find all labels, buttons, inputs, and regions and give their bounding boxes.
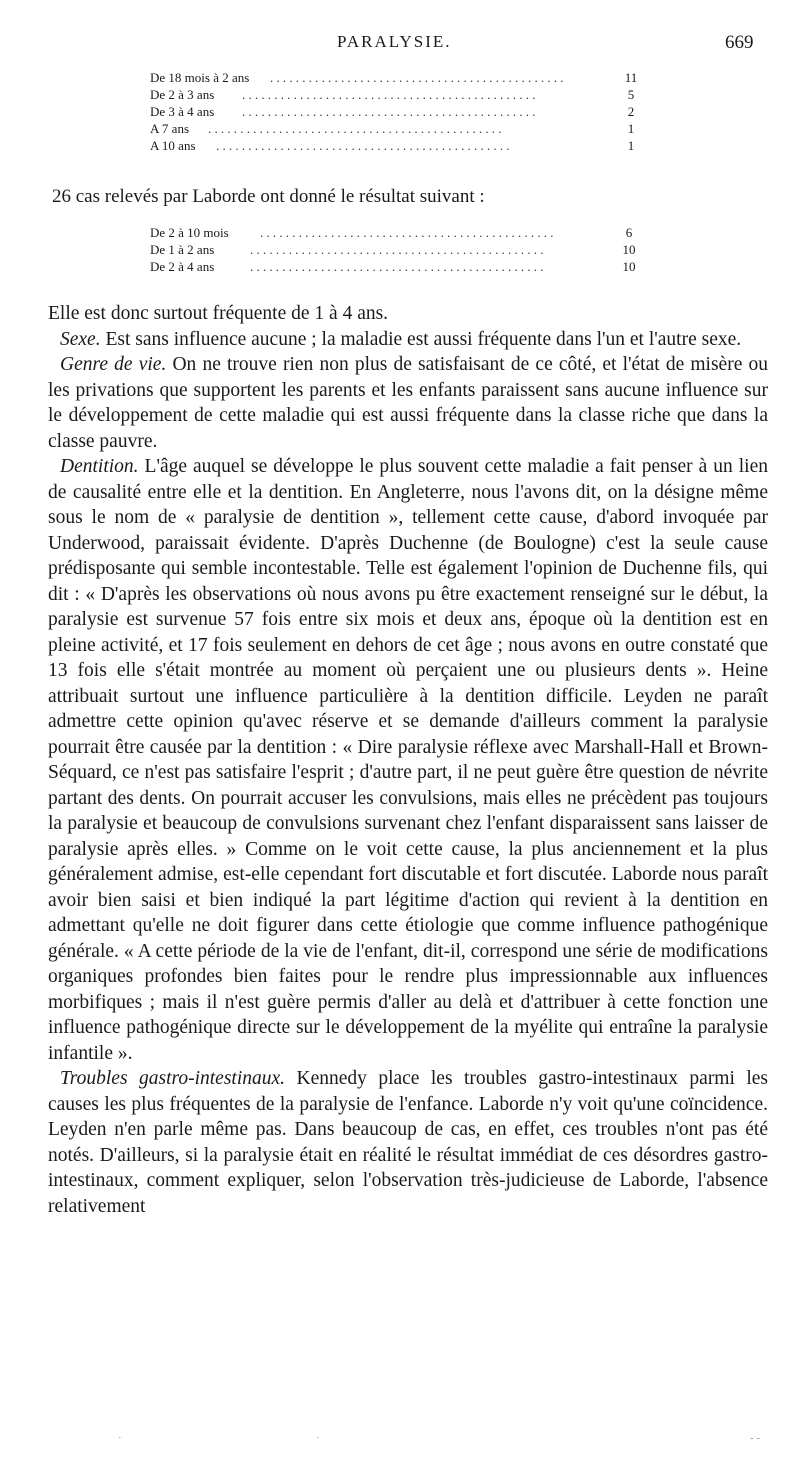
table-row (150, 138, 640, 155)
row-count: 11 (624, 70, 638, 85)
row-label: De 18 mois à 2 ans (150, 70, 250, 85)
row-label: A 10 ans (150, 138, 196, 153)
row-count: 1 (627, 138, 635, 153)
intro-sentence: 26 cas relevés par Laborde ont donné le résultat suivant : (52, 186, 485, 207)
row-label: De 2 à 4 ans (150, 259, 215, 274)
row-count: 10 (622, 259, 636, 274)
paragraph-text: Est sans influence aucune ; la maladie est aussi fréquente dans l'un et l'autre sexe. (100, 328, 742, 350)
running-header (0, 32, 800, 58)
running-title: PARALYSIE. (337, 32, 452, 51)
dot-leader: .............................................. (250, 259, 547, 274)
dot-leader: .............................................. (250, 242, 547, 257)
row-label: De 3 à 4 ans (150, 104, 215, 119)
row-count: 6 (625, 225, 633, 240)
age-distribution-table (150, 70, 640, 155)
dot-leader: .............................................. (242, 104, 539, 119)
dot-leader: .............................................. (216, 138, 513, 153)
table-row (150, 104, 640, 121)
conclusion-sentence: Elle est donc surtout fréquente de 1 à 4 ans. (48, 303, 389, 324)
row-label: De 2 à 10 mois (150, 225, 229, 240)
paragraph-genre-de-vie (48, 352, 768, 454)
row-label: De 2 à 3 ans (150, 87, 215, 102)
table-row (150, 225, 640, 242)
row-count: 5 (627, 87, 635, 102)
paragraph-sexe (48, 327, 768, 353)
laborde-cases-table (150, 225, 640, 276)
section-term: Dentition. (60, 456, 139, 477)
paragraph-text: Kennedy place les troubles gastro-intestinaux parmi les causes les plus fréquentes de la paralysie de l'enfance. Laborde n'y voit qu'une coïncidence. Leyden n'en parle même pas. Dans beaucoup de cas, en effet, ces troubles n'ont pas été notés. D'ailleurs, si la paralysie était en réalité le résultat immédiat de ces désordres gastro-intestinaux, comment expliquer, selon l'observation très-judicieuse de Laborde, l'absence relativement (48, 1068, 768, 1217)
section-term: Genre de vie. (60, 354, 167, 375)
section-term: Sexe. (60, 328, 101, 350)
row-label: De 1 à 2 ans (150, 242, 215, 257)
row-label: A 7 ans (150, 121, 189, 136)
dot-leader: .............................................. (208, 121, 505, 136)
paragraph-troubles-gastro-intestinaux (48, 1066, 768, 1219)
table-row (150, 121, 640, 138)
row-count: 1 (627, 121, 635, 136)
table-row (150, 87, 640, 104)
table-row (150, 259, 640, 276)
table-row (150, 242, 640, 259)
document-page: PARALYSIE. 669 De 18 mois à 2 ans .............................................. 11 De 2 à 3 ans .............................................. 5 De 3 à 4 ans .............................................. 2 A 7 ans .............................................. 1 A 10 ans .............................................. 1 26 cas relevés par Laborde ont donné le résultat suivant : De 2 à 10 mois .............................................. 6 De 1 à 2 ans .............................................. 10 De 2 à 4 ans .............................................. 10 Elle est donc surtout fréquente de 1 à 4 ans. Sexe. Est sans influence aucune ; la maladie est aussi fréquente dans l'un et l'autre sexe. Genre de vie. On ne trouve rien non plus de satisfaisant de ce côté, et l'état de misère ou les privations que supportent les parents et les enfants paraissent sans aucune influence sur le développement de cette maladie qui est aussi fréquente dans la classe riche que dans la classe pauvre. Dentition. L'âge auquel se développe le plus souvent cette maladie a fait penser à un lien de causalité entre elle et la dentition. En Angleterre, nous l'avons dit, on la désigne même sous le nom de « paralysie de dentition », tellement cette cause, d'abord invoquée par Underwood, paraissait évidente. D'après Duchenne (de Boulogne) c'est la seule cause prédisposante qui semble incontestable. Telle est également l'opinion de Duchenne fils, qui dit : « D'après les observations où nous avons pu être exactement renseigné sur le début, la paralysie est survenue 57 fois entre six mois et deux ans, époque où la dentition est en pleine activité, et 17 fois seulement en dehors de cet âge ; nous avons en outre constaté que 13 fois elle s'était montrée au moment où perçaient une ou plusieurs dents ». Heine attribuait surtout une influence particulière à la dentition difficile. Leyden ne paraît admettre cette opinion qu'avec réserve et se demande d'ailleurs comment la paralysie pourrait être causée par la dentition : « Dire paralysie réflexe avec Marshall-Hall et Brown-Séquard, ce n'est pas satisfaire l'esprit ; d'autre part, il ne peut guère être question de névrite partant des dents. On pourrait accuser les convulsions, mais elles ne précèdent pas toujours la paralysie et beaucoup de convulsions survenant chez l'enfant disparaissent sans laisser de paralysie après elles. » Comme on le voit cette cause, la plus anciennement et la plus généralement admise, est-elle cependant fort discutable et fort discutée. Laborde nous paraît avoir bien saisi et bien indiqué la part légitime d'action qui revient à la dentition en admettant qu'elle ne doit figurer dans cette étiologie que comme influence pathogénique générale. « A cette période de la vie de l'enfant, dit-il, correspond une série de modifications organiques profondes bien faites pour le rendre plus impressionnable aux influences morbifiques ; mais il n'est guère permis d'aller au delà et d'attribuer à cette fonction une influence pathogénique directe sur le développement de la myélite qui entraîne la paralysie infantile ». Troubles gastro-intestinaux. Kennedy place les troubles gastro-intestinaux parmi les causes les plus fréquentes de la paralysie de l'enfance. Laborde n'y voit qu'une coïncidence. Leyden n'en parle même pas. Dans beaucoup de cas, en effet, ces troubles n'ont pas été notés. D'ailleurs, si la paralysie était en réalité le résultat immédiat de ces désordres gastro-intestinaux, comment expliquer, selon l'observation très-judicieuse de Laborde, l'absence relativement · · - - (0, 0, 800, 1477)
dot-leader: .............................................. (270, 70, 567, 85)
paragraph-text: L'âge auquel se développe le plus souvent cette maladie a fait penser à un lien de causalité entre elle et la dentition. En Angleterre, nous l'avons dit, on la désigne même sous le nom de « paralysie de dentition », tellement cette cause, d'abord invoquée par Underwood, paraissait évidente. D'après Duchenne (de Boulogne) c'est la seule cause prédisposante qui semble incontestable. Telle est également l'opinion de Duchenne fils, qui dit : « D'après les observations où nous avons pu être exactement renseigné sur le début, la paralysie est survenue 57 fois entre six mois et deux ans, époque où la dentition est en pleine activité, et 17 fois seulement en dehors de cet âge ; nous avons en outre constaté que 13 fois elle s'était montrée au moment où perçaient une ou plusieurs dents ». Heine attribuait surtout une influence particulière à la dentition difficile. Leyden ne paraît admettre cette opinion qu'avec réserve et se demande d'ailleurs comment la paralysie pourrait être causée par la dentition : « Dire paralysie réflexe avec Marshall-Hall et Brown-Séquard, ce n'est pas satisfaire l'esprit ; d'autre part, il ne peut guère être question de névrite partant des dents. On pourrait accuser les convulsions, mais elles ne précèdent pas toujours la paralysie et beaucoup de convulsions survenant chez l'enfant disparaissent sans laisser de paralysie après elles. » Comme on le voit cette cause, la plus anciennement et la plus généralement admise, est-elle cependant fort discutable et fort discutée. Laborde nous paraît avoir bien saisi et bien indiqué la part légitime d'action qui revient à la dentition en admettant qu'elle ne doit figurer dans cette étiologie que comme influence pathogénique générale. « A cette période de la vie de l'enfant, dit-il, correspond une série de modifications organiques profondes bien faites pour le rendre plus impressionnable aux influences morbifiques ; mais il n'est guère permis d'aller au delà et d'attribuer à cette fonction une influence pathogénique directe sur le développement de la myélite qui entraîne la paralysie infantile ». (48, 456, 768, 1064)
table-row (150, 70, 640, 87)
dot-leader: .............................................. (260, 225, 557, 240)
row-count: 10 (622, 242, 636, 257)
dot-leader: .............................................. (242, 87, 539, 102)
row-count: 2 (627, 104, 635, 119)
page-number: 669 (725, 32, 754, 53)
section-term: Troubles gastro-intestinaux. (60, 1068, 286, 1089)
body-text (48, 301, 768, 1219)
paragraph-text: On ne trouve rien non plus de satisfaisant de ce côté, et l'état de misère ou les privations que supportent les parents et les enfants paraissent sans aucune influence sur le développement de cette maladie qui est aussi fréquente dans la classe riche que dans la classe pauvre. (48, 354, 769, 452)
paragraph-dentition (48, 454, 768, 1066)
